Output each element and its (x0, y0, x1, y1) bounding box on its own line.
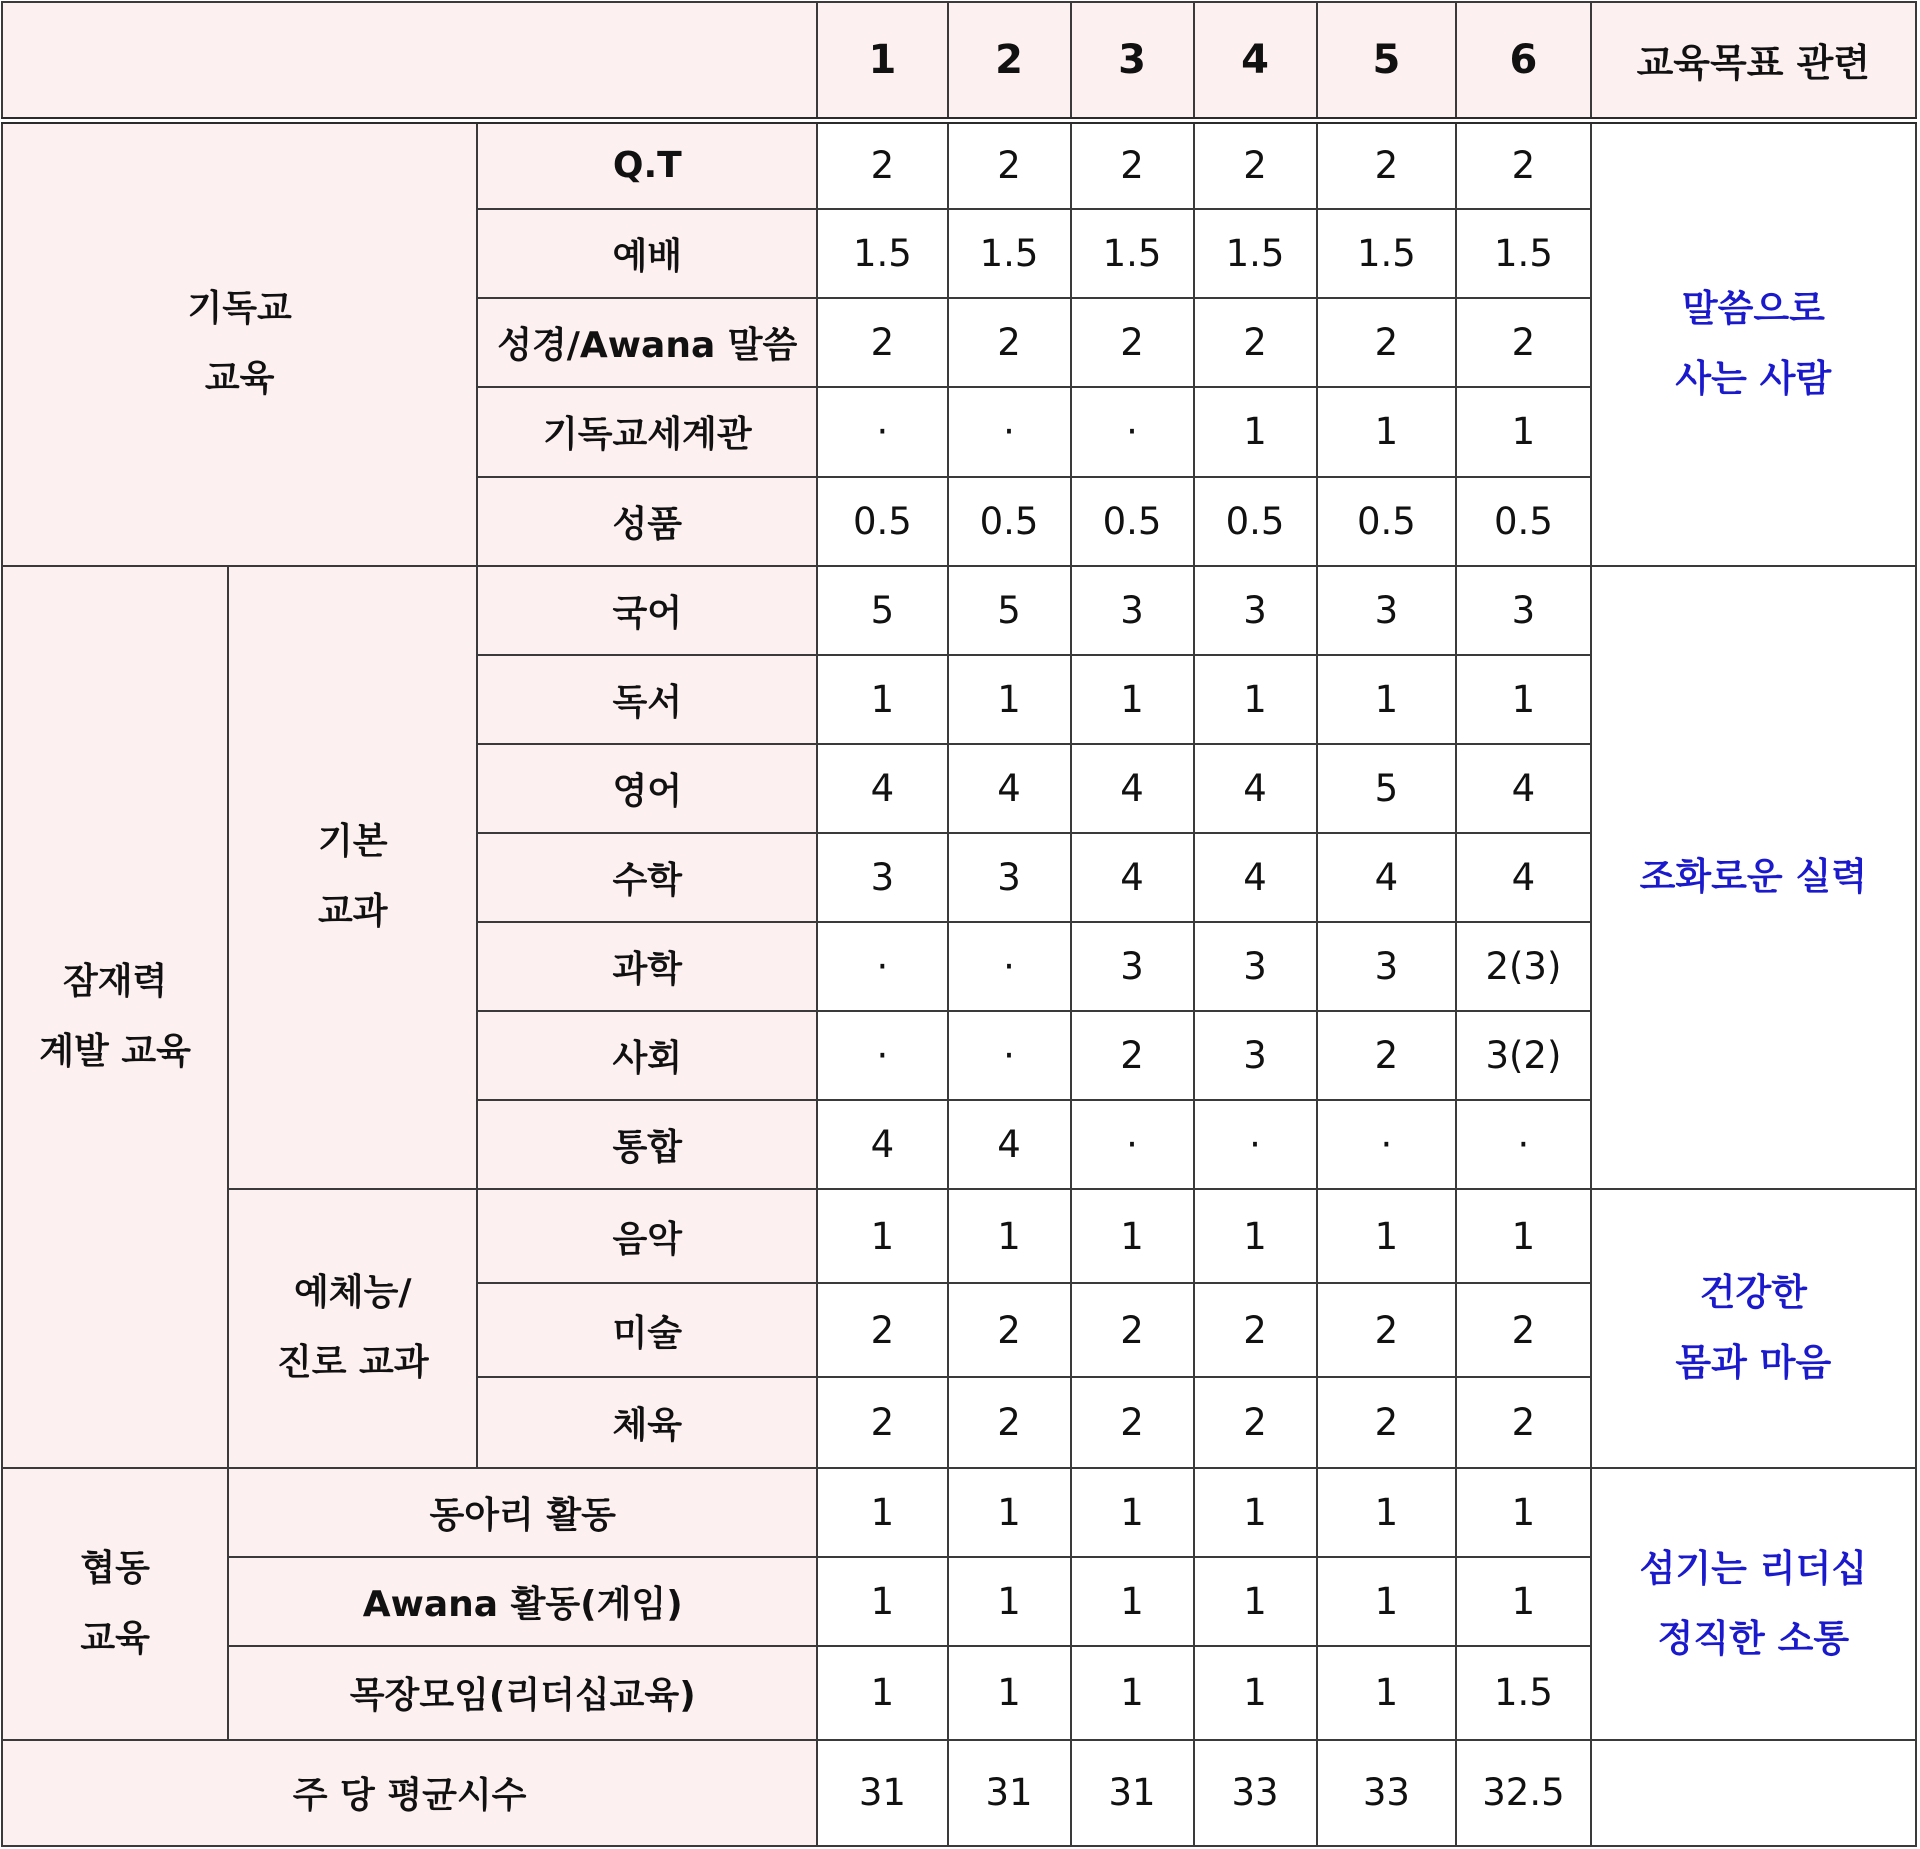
hours-cell: 2 (1071, 120, 1194, 209)
subject-label: 과학 (477, 922, 817, 1011)
hours-cell: 1 (1456, 1189, 1590, 1283)
hours-cell: · (1194, 1100, 1317, 1189)
goal-cooperative: 섬기는 리더십 정직한 소통 (1591, 1468, 1916, 1740)
hours-cell: · (1071, 1100, 1194, 1189)
hours-cell: 4 (1194, 744, 1317, 833)
hours-cell: 2 (817, 1377, 947, 1467)
subject-label: Q.T (477, 120, 817, 209)
hours-cell: 2 (1071, 1011, 1194, 1100)
total-cell: 33 (1194, 1740, 1317, 1846)
hours-cell: 1 (1071, 1189, 1194, 1283)
hours-cell: 4 (1194, 833, 1317, 922)
hours-cell: 1 (1456, 655, 1590, 744)
category-potential: 잠재력 계발 교육 (2, 566, 228, 1468)
hours-cell: 2 (1317, 120, 1457, 209)
hours-cell: 1 (1071, 655, 1194, 744)
hours-cell: 2 (1456, 1283, 1590, 1377)
hours-cell: 1.5 (1071, 209, 1194, 298)
subject-label: 체육 (477, 1377, 817, 1467)
hours-cell: 2 (1071, 1283, 1194, 1377)
hours-cell: 1 (948, 1557, 1071, 1646)
hours-cell: 1.5 (1317, 209, 1457, 298)
hours-cell: 2 (1456, 120, 1590, 209)
hours-cell: 1 (1317, 655, 1457, 744)
goal-arts: 건강한 몸과 마음 (1591, 1189, 1916, 1467)
hours-cell: 2 (1194, 120, 1317, 209)
hours-cell: 1 (817, 1557, 947, 1646)
subject-label: 통합 (477, 1100, 817, 1189)
hours-cell: 2 (1194, 1377, 1317, 1467)
hours-cell: 1 (1194, 387, 1317, 476)
hours-cell: 2 (1456, 298, 1590, 387)
grade-header: 5 (1317, 2, 1457, 120)
subject-label: 수학 (477, 833, 817, 922)
hours-cell: 1 (817, 1189, 947, 1283)
hours-cell: 1 (948, 1468, 1071, 1557)
total-cell: 31 (1071, 1740, 1194, 1846)
hours-cell: 1 (1317, 1468, 1457, 1557)
hours-cell: · (948, 922, 1071, 1011)
category-cooperative: 협동 교육 (2, 1468, 228, 1740)
hours-cell: 4 (1071, 833, 1194, 922)
hours-cell: 1 (948, 655, 1071, 744)
hours-cell: 0.5 (1317, 477, 1457, 566)
curriculum-table (1, 1, 1917, 1847)
hours-cell: 4 (1317, 833, 1457, 922)
hours-cell: 3 (1456, 566, 1590, 655)
subject-label: 독서 (477, 655, 817, 744)
subject-label: Awana 활동(게임) (228, 1557, 817, 1646)
table-row (2, 120, 1916, 209)
hours-cell: 3(2) (1456, 1011, 1590, 1100)
hours-cell: 3 (1071, 922, 1194, 1011)
table-row (2, 1189, 1916, 1283)
hours-cell: 1 (1317, 1557, 1457, 1646)
hours-cell: 1.5 (948, 209, 1071, 298)
hours-cell: · (1071, 387, 1194, 476)
hours-cell: 0.5 (1194, 477, 1317, 566)
hours-cell: 1 (948, 1646, 1071, 1740)
hours-cell: 3 (1194, 566, 1317, 655)
hours-cell: · (817, 922, 947, 1011)
hours-cell: 1 (817, 1646, 947, 1740)
hours-cell: 2 (1317, 1283, 1457, 1377)
grade-header: 4 (1194, 2, 1317, 120)
subject-label: 목장모임(리더십교육) (228, 1646, 817, 1740)
hours-cell: 2 (1456, 1377, 1590, 1467)
group-arts-career: 예체능/ 진로 교과 (228, 1189, 477, 1467)
hours-cell: 4 (1071, 744, 1194, 833)
grade-header: 3 (1071, 2, 1194, 120)
hours-cell: 1 (1317, 1189, 1457, 1283)
subject-label: 국어 (477, 566, 817, 655)
table-row (2, 1468, 1916, 1557)
hours-cell: 2 (948, 1283, 1071, 1377)
table-row (2, 566, 1916, 655)
hours-cell: · (1317, 1100, 1457, 1189)
header-blank-cell (2, 2, 817, 120)
hours-cell: 1 (1194, 1646, 1317, 1740)
hours-cell: 1 (817, 655, 947, 744)
hours-cell: 1.5 (1194, 209, 1317, 298)
grade-header: 1 (817, 2, 947, 120)
goal-basic: 조화로운 실력 (1591, 566, 1916, 1190)
hours-cell: 2 (948, 120, 1071, 209)
hours-cell: 1 (1071, 1468, 1194, 1557)
hours-cell: 3 (1194, 1011, 1317, 1100)
hours-cell: 2(3) (1456, 922, 1590, 1011)
hours-cell: 0.5 (948, 477, 1071, 566)
hours-cell: 3 (948, 833, 1071, 922)
goal-christian: 말씀으로 사는 사람 (1591, 120, 1916, 565)
total-row (2, 1740, 1916, 1846)
group-basic-subjects: 기본 교과 (228, 566, 477, 1190)
subject-label: 미술 (477, 1283, 817, 1377)
hours-cell: 4 (817, 744, 947, 833)
hours-cell: 2 (948, 1377, 1071, 1467)
category-christian: 기독교 교육 (2, 120, 477, 565)
hours-cell: 1 (817, 1468, 947, 1557)
hours-cell: 3 (1317, 566, 1457, 655)
total-cell: 33 (1317, 1740, 1457, 1846)
hours-cell: 1 (1456, 387, 1590, 476)
hours-cell: · (948, 1011, 1071, 1100)
hours-cell: 4 (817, 1100, 947, 1189)
total-goal-blank (1591, 1740, 1916, 1846)
hours-cell: 4 (948, 744, 1071, 833)
hours-cell: 0.5 (1071, 477, 1194, 566)
hours-cell: 1 (1317, 1646, 1457, 1740)
hours-cell: 1.5 (817, 209, 947, 298)
hours-cell: 3 (1071, 566, 1194, 655)
hours-cell: 2 (1071, 1377, 1194, 1467)
hours-cell: 1 (1071, 1557, 1194, 1646)
hours-cell: 1 (1456, 1468, 1590, 1557)
hours-cell: 1.5 (1456, 209, 1590, 298)
hours-cell: 2 (817, 120, 947, 209)
hours-cell: 2 (948, 298, 1071, 387)
hours-cell: 4 (1456, 744, 1590, 833)
hours-cell: · (817, 1011, 947, 1100)
hours-cell: 1 (1456, 1557, 1590, 1646)
hours-cell: 4 (1456, 833, 1590, 922)
hours-cell: 2 (1317, 1011, 1457, 1100)
hours-cell: 4 (948, 1100, 1071, 1189)
hours-cell: 2 (1194, 1283, 1317, 1377)
hours-cell: 3 (1317, 922, 1457, 1011)
subject-label: 사회 (477, 1011, 817, 1100)
hours-cell: 1.5 (1456, 1646, 1590, 1740)
hours-cell: 2 (1317, 298, 1457, 387)
goal-header: 교육목표 관련 (1591, 2, 1916, 120)
subject-label: 성품 (477, 477, 817, 566)
subject-label: 예배 (477, 209, 817, 298)
hours-cell: · (817, 387, 947, 476)
hours-cell: 2 (1071, 298, 1194, 387)
hours-cell: 5 (817, 566, 947, 655)
hours-cell: 3 (817, 833, 947, 922)
hours-cell: 2 (1194, 298, 1317, 387)
hours-cell: 0.5 (1456, 477, 1590, 566)
hours-cell: 1 (948, 1189, 1071, 1283)
hours-cell: 2 (817, 298, 947, 387)
grade-header: 2 (948, 2, 1071, 120)
hours-cell: 1 (1194, 1189, 1317, 1283)
total-cell: 32.5 (1456, 1740, 1590, 1846)
hours-cell: 1 (1194, 1468, 1317, 1557)
header-row (2, 2, 1916, 120)
total-label: 주 당 평균시수 (2, 1740, 817, 1846)
hours-cell: 3 (1194, 922, 1317, 1011)
subject-label: 동아리 활동 (228, 1468, 817, 1557)
subject-label: 기독교세계관 (477, 387, 817, 476)
grade-header: 6 (1456, 2, 1590, 120)
hours-cell: 1 (1071, 1646, 1194, 1740)
subject-label: 성경/Awana 말씀 (477, 298, 817, 387)
hours-cell: 1 (1194, 1557, 1317, 1646)
hours-cell: 1 (1194, 655, 1317, 744)
hours-cell: 0.5 (817, 477, 947, 566)
hours-cell: · (948, 387, 1071, 476)
subject-label: 영어 (477, 744, 817, 833)
total-cell: 31 (948, 1740, 1071, 1846)
hours-cell: 2 (817, 1283, 947, 1377)
hours-cell: 5 (1317, 744, 1457, 833)
hours-cell: 2 (1317, 1377, 1457, 1467)
total-cell: 31 (817, 1740, 947, 1846)
hours-cell: 5 (948, 566, 1071, 655)
hours-cell: · (1456, 1100, 1590, 1189)
subject-label: 음악 (477, 1189, 817, 1283)
hours-cell: 1 (1317, 387, 1457, 476)
